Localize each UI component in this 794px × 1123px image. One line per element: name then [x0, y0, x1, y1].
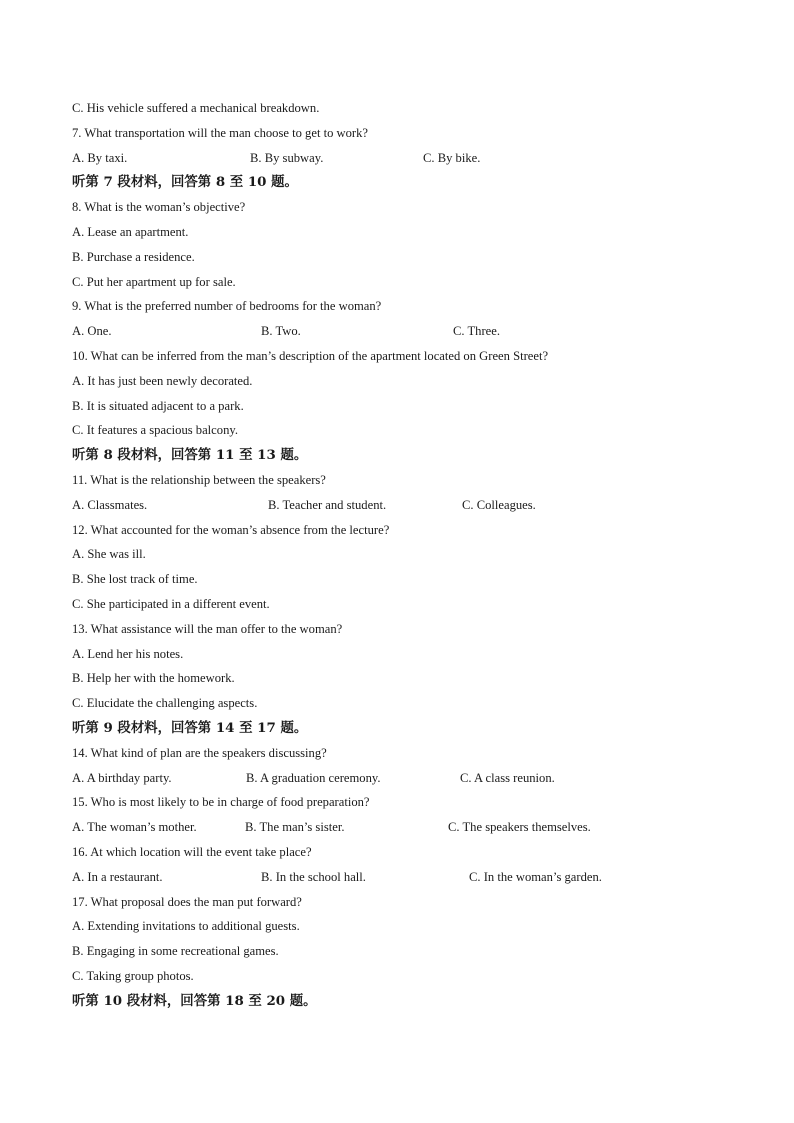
text-line: 7. What transportation will the man choose to get to work? [72, 125, 369, 140]
answer-options-row [72, 146, 722, 171]
text-line: 11. What is the relationship between the speakers? [72, 472, 326, 487]
section-heading: 听第 8 段材料，回答第 11 至 13 题。 [72, 447, 308, 464]
text-line: C. Put her apartment up for sale. [72, 274, 236, 289]
answer-option: C. A class reunion. [460, 770, 555, 785]
text-line: 12. What accounted for the woman’s absence from the lecture? [72, 522, 390, 537]
text-line: B. Engaging in some recreational games. [72, 944, 279, 959]
answer-options-row [72, 319, 722, 344]
text-line: B. Help her with the homework. [72, 671, 235, 686]
answer-option: C. The speakers themselves. [448, 820, 591, 835]
answer-option: B. By subway. [250, 150, 324, 165]
text-line: B. She lost track of time. [72, 572, 198, 587]
answer-options-row [72, 766, 722, 791]
text-line: 9. What is the preferred number of bedrooms for the woman? [72, 299, 382, 314]
answer-options-row [72, 493, 722, 518]
answer-option: A. A birthday party. [72, 770, 172, 785]
text-line: 8. What is the woman’s objective? [72, 200, 246, 215]
section-heading: 听第 9 段材料，回答第 14 至 17 题。 [72, 719, 308, 736]
text-line: A. It has just been newly decorated. [72, 373, 253, 388]
text-line: 10. What can be inferred from the man’s description of the apartment located on Green Street? [72, 348, 549, 363]
answer-option: A. One. [72, 324, 112, 339]
section-heading: 听第 7 段材料，回答第 8 至 10 题。 [72, 174, 298, 191]
text-line: B. Purchase a residence. [72, 249, 195, 264]
text-line: A. Lend her his notes. [72, 646, 184, 661]
text-line: 14. What kind of plan are the speakers discussing? [72, 745, 327, 760]
document-page [72, 96, 722, 1013]
text-line: A. Extending invitations to additional guests. [72, 919, 300, 934]
text-line: 13. What assistance will the man offer to the woman? [72, 621, 343, 636]
answer-option: A. The woman’s mother. [72, 820, 197, 835]
text-line: C. His vehicle suffered a mechanical breakdown. [72, 101, 320, 115]
answer-option: B. The man’s sister. [245, 820, 345, 835]
text-line: C. It features a spacious balcony. [72, 423, 238, 438]
answer-option: C. Colleagues. [462, 497, 536, 512]
text-line: 16. At which location will the event take place? [72, 844, 312, 859]
text-line: A. She was ill. [72, 547, 146, 562]
text-line: C. Taking group photos. [72, 968, 194, 983]
answer-option: B. Two. [261, 324, 301, 339]
answer-option: C. Three. [453, 324, 500, 339]
answer-option: C. In the woman’s garden. [469, 869, 602, 884]
section-heading: 听第 10 段材料，回答第 18 至 20 题。 [72, 992, 317, 1009]
answer-option: B. Teacher and student. [268, 497, 387, 512]
answer-options-row [72, 865, 722, 890]
text-line: A. Lease an apartment. [72, 224, 189, 239]
answer-option: B. A graduation ceremony. [246, 770, 381, 785]
answer-option: C. By bike. [423, 150, 481, 165]
text-line: 17. What proposal does the man put forward? [72, 894, 302, 909]
text-line: B. It is situated adjacent to a park. [72, 398, 244, 413]
answer-option: A. By taxi. [72, 150, 128, 165]
text-line: 15. Who is most likely to be in charge of food preparation? [72, 795, 370, 810]
answer-option: A. In a restaurant. [72, 869, 163, 884]
answer-option: A. Classmates. [72, 497, 148, 512]
text-line: C. She participated in a different event. [72, 596, 270, 611]
answer-options-row [72, 815, 722, 840]
answer-option: B. In the school hall. [261, 869, 366, 884]
text-line: C. Elucidate the challenging aspects. [72, 696, 258, 711]
